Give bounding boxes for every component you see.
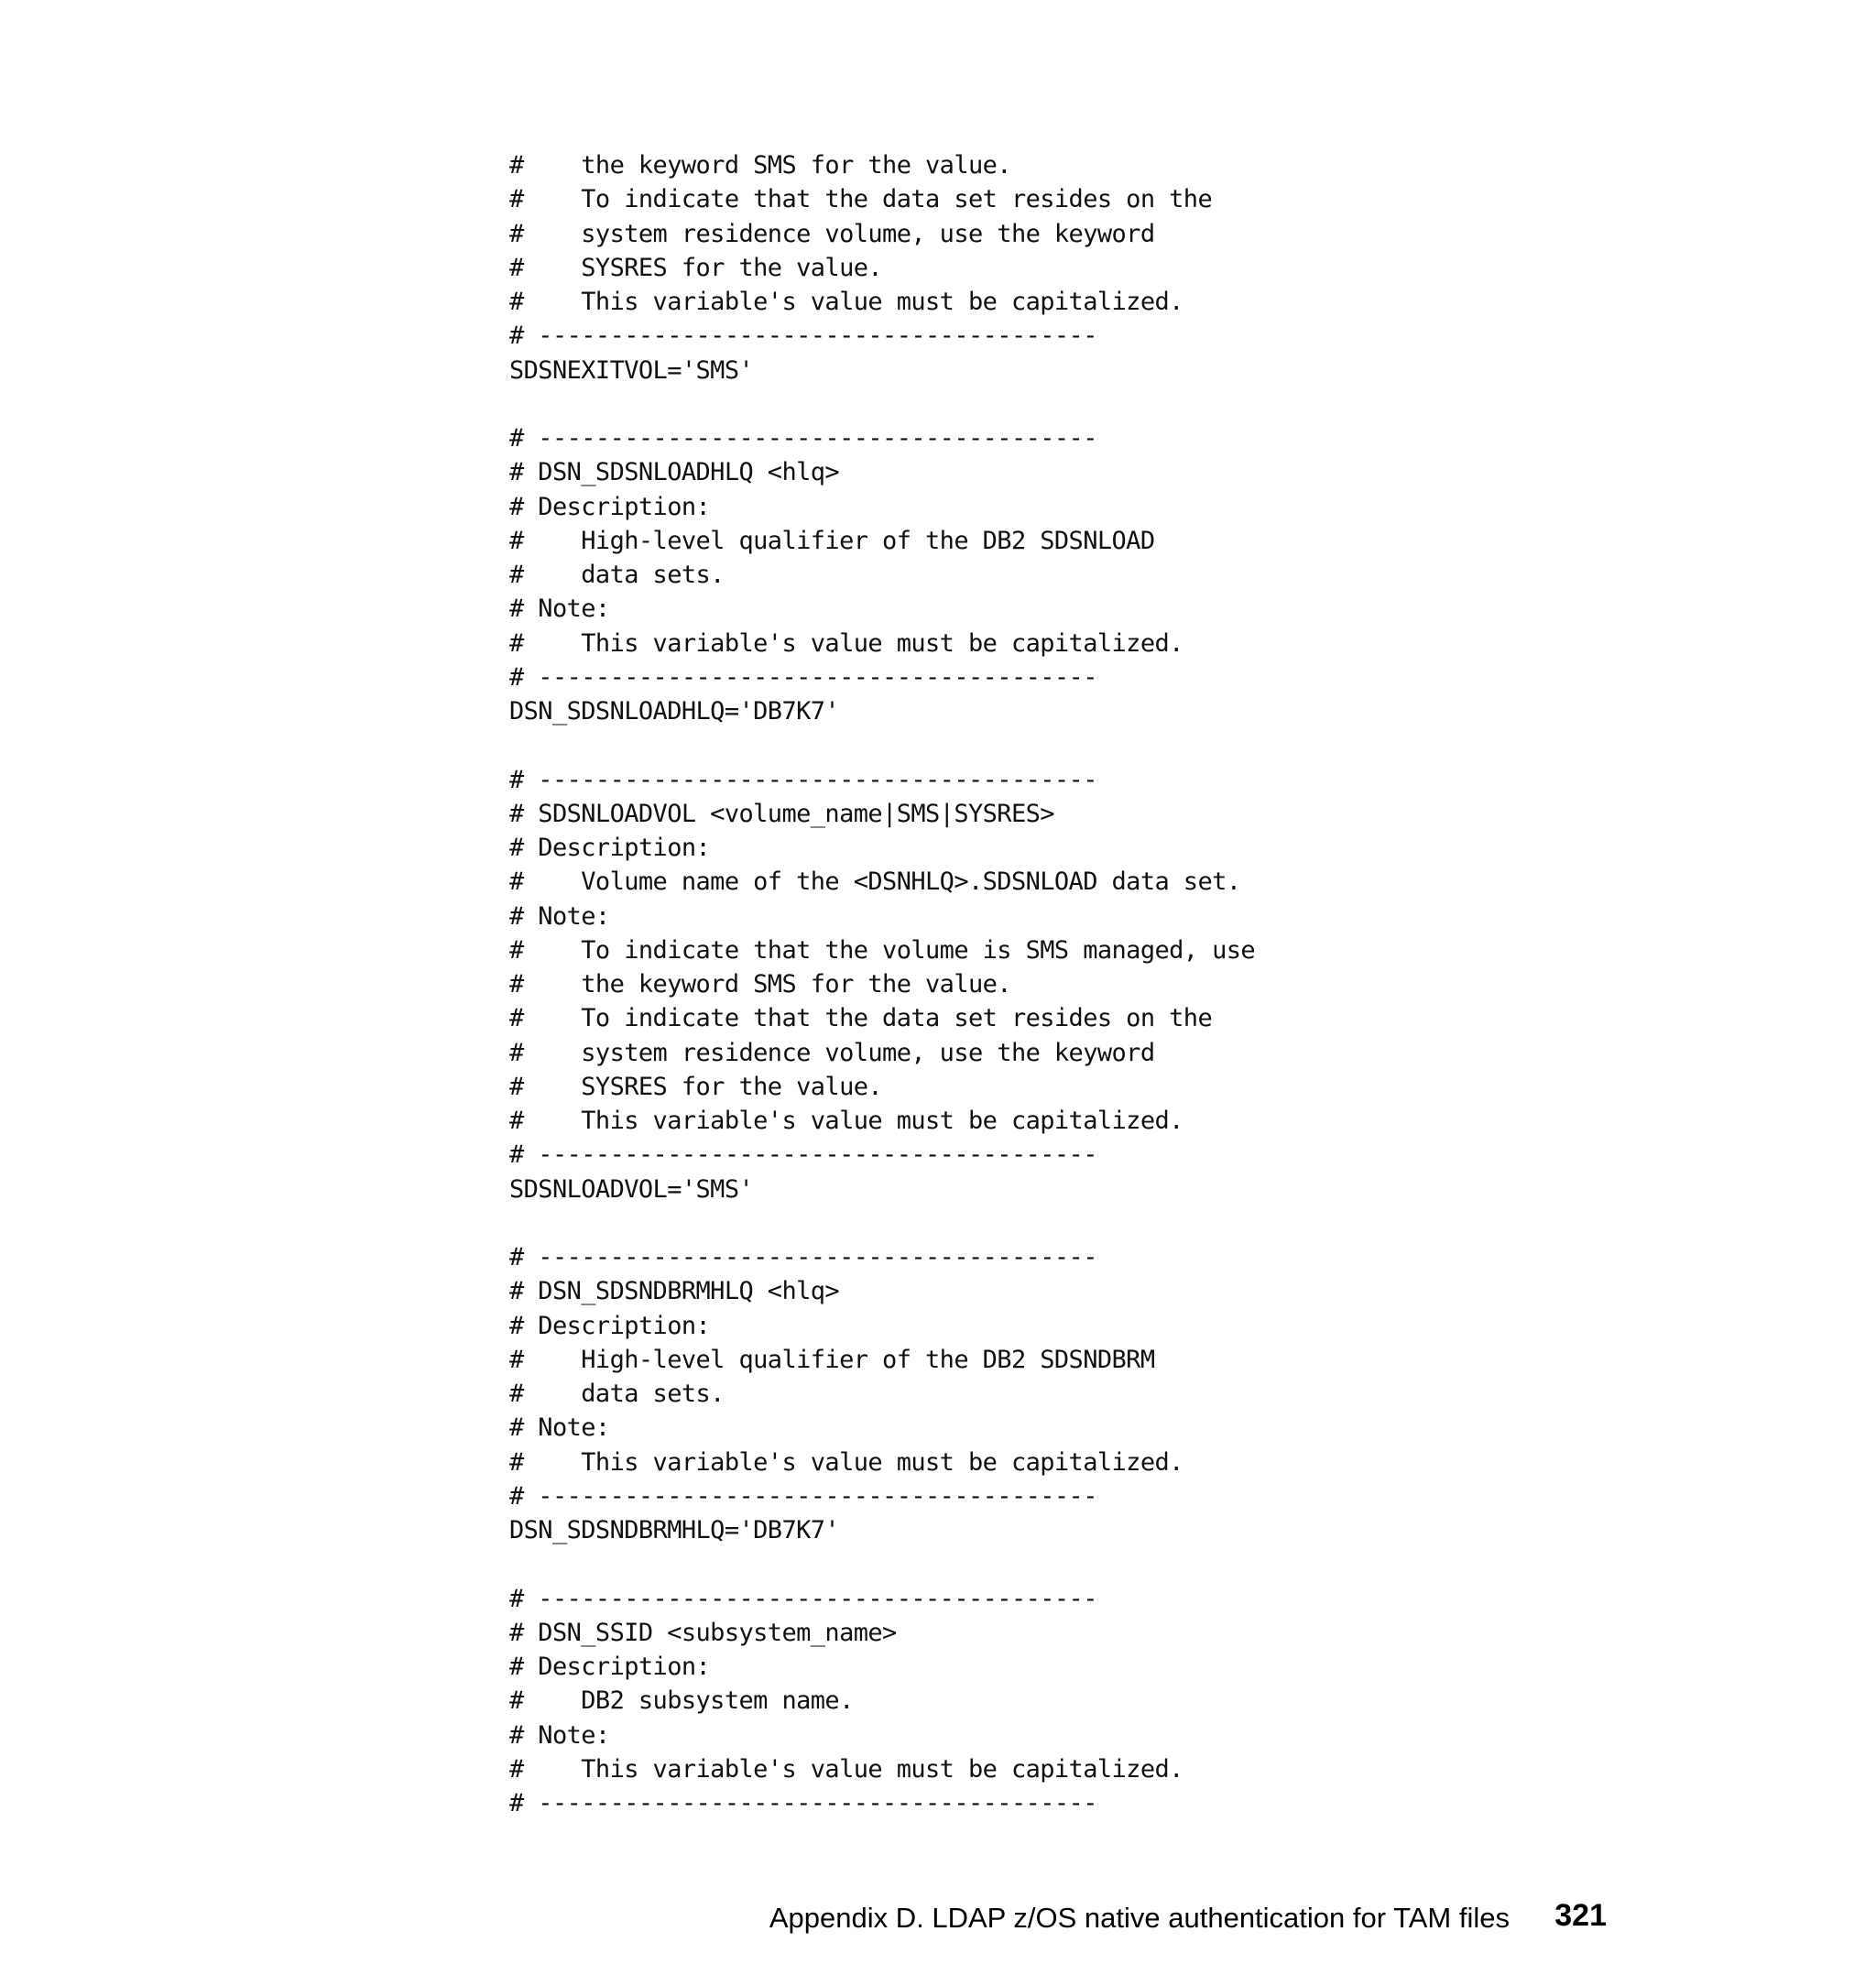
code-line: # Description:	[509, 834, 711, 862]
code-line: # Description:	[509, 1311, 711, 1340]
code-line: # ---------------------------------------	[509, 765, 1097, 794]
code-line: # system residence volume, use the keyword	[509, 219, 1155, 248]
code-listing	[509, 148, 1255, 1820]
code-line: # ---------------------------------------	[509, 1789, 1097, 1817]
code-line: # To indicate that the data set resides on the	[509, 185, 1213, 214]
code-line: # data sets.	[509, 561, 725, 589]
page-number: 321	[1554, 1898, 1607, 1933]
code-line: # This variable's value must be capitalized.	[509, 1754, 1183, 1784]
code-line: # the keyword SMS for the value.	[509, 970, 1011, 998]
code-line: SDSNEXITVOL='SMS'	[509, 355, 754, 385]
code-line: # Note:	[509, 595, 610, 624]
code-line: # SYSRES for the value.	[509, 1072, 883, 1101]
code-line: # Description:	[509, 492, 711, 521]
footer-chapter-title: Appendix D. LDAP z/OS native authentication for TAM files	[769, 1902, 1510, 1934]
code-line: # DB2 subsystem name.	[509, 1686, 854, 1716]
code-line	[509, 387, 1255, 421]
code-line: # To indicate that the volume is SMS managed, use	[509, 935, 1256, 965]
code-line: # DSN_SDSNLOADHLQ <hlq>	[509, 458, 840, 487]
code-line: # ---------------------------------------	[509, 1481, 1097, 1511]
code-line: SDSNLOADVOL='SMS'	[509, 1174, 754, 1204]
code-line: # Description:	[509, 1653, 711, 1681]
code-line	[509, 1206, 1255, 1240]
code-line: # Note:	[509, 901, 610, 931]
code-line: # To indicate that the data set resides on the	[509, 1004, 1213, 1033]
code-line: DSN_SDSNDBRMHLQ='DB7K7'	[509, 1516, 840, 1544]
code-line: # data sets.	[509, 1380, 725, 1408]
code-line: # SYSRES for the value.	[509, 253, 883, 282]
code-line: # High-level qualifier of the DB2 SDSNDBRM	[509, 1345, 1155, 1374]
code-line: # DSN_SSID <subsystem_name>	[509, 1618, 897, 1647]
page-footer	[0, 1896, 1607, 1942]
code-line: # DSN_SDSNDBRMHLQ <hlq>	[509, 1277, 840, 1306]
code-line: DSN_SDSNLOADHLQ='DB7K7'	[509, 697, 840, 726]
code-line: # Note:	[509, 1720, 610, 1750]
code-line: # This variable's value must be capitalized.	[509, 1447, 1183, 1477]
code-line: # ---------------------------------------	[509, 662, 1097, 692]
code-line: # Volume name of the <DSNHLQ>.SDSNLOAD data set.	[509, 868, 1241, 897]
code-line: # ---------------------------------------	[509, 1140, 1097, 1170]
code-line: # High-level qualifier of the DB2 SDSNLOAD	[509, 526, 1155, 555]
code-line	[509, 1547, 1255, 1581]
code-line: # system residence volume, use the keyword	[509, 1038, 1155, 1067]
code-line: # SDSNLOADVOL <volume_name|SMS|SYSRES>	[509, 799, 1054, 828]
code-line: # ---------------------------------------	[509, 1584, 1097, 1613]
code-line: # Note:	[509, 1413, 610, 1443]
code-line: # the keyword SMS for the value.	[509, 151, 1011, 180]
code-line: # ---------------------------------------	[509, 322, 1097, 351]
code-line: # ---------------------------------------	[509, 424, 1097, 453]
code-line: # This variable's value must be capitalized.	[509, 628, 1183, 658]
code-line	[509, 728, 1255, 762]
code-line: # This variable's value must be capitalized.	[509, 1107, 1183, 1135]
code-line: # This variable's value must be capitalized.	[509, 288, 1183, 316]
code-line: # ---------------------------------------	[509, 1243, 1097, 1271]
